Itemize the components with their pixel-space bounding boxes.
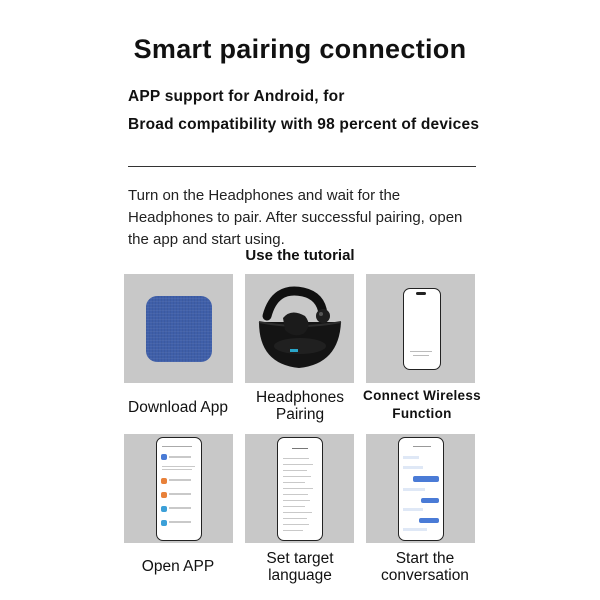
phone-chat-icon [398,437,444,541]
step-label-connect-wireless: Connect Wireless Function [363,388,481,421]
divider [128,166,476,167]
step-tile-download-app [124,274,233,383]
headphones-icon [245,274,354,383]
step-tile-headphones-pairing [245,274,354,383]
step-tile-connect-wireless [366,274,475,383]
subtitle-line-2: Broad compatibility with 98 percent of devices [128,116,480,133]
step-label-start-conversation: Start the conversation [381,550,469,584]
step-label-set-language: Set target language [266,550,334,584]
step-label-headphones-pairing: Headphones Pairing [256,389,344,423]
step-tile-set-language [245,434,354,543]
phone-app-screen-icon [156,437,202,541]
step-label-download-app: Download App [128,399,228,416]
app-icon [146,296,212,362]
tutorial-heading: Use the tutorial [245,247,355,264]
step-tile-start-conversation [366,434,475,543]
instructions-text: Turn on the Headphones and wait for the Headphones to pair. After successful pairing, open the app and start using. [128,187,463,248]
step-label-open-app: Open APP [141,558,215,575]
phone-language-list-icon [277,437,323,541]
step-tile-open-app [124,434,233,543]
phone-icon [403,288,441,370]
page-title: Smart pairing connection [133,34,467,64]
subtitle-line-1: APP support for Android, for [128,88,345,105]
